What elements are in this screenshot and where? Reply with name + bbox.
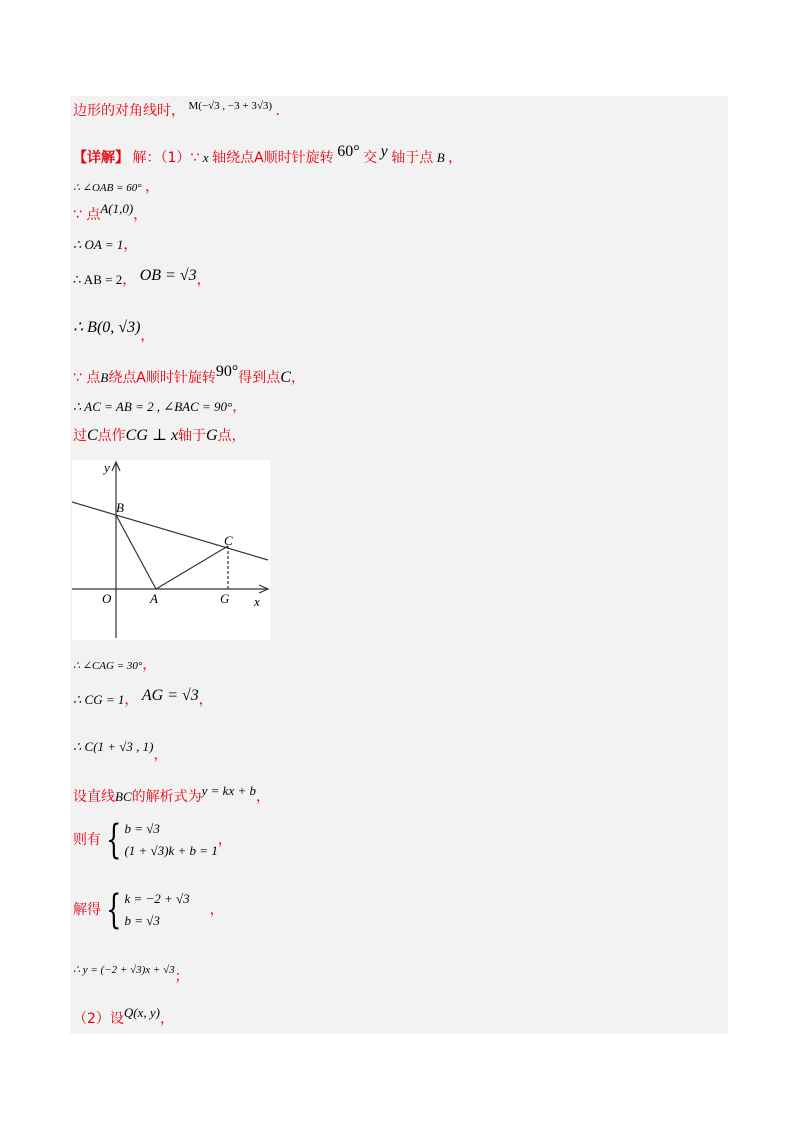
label-b: B <box>116 500 124 515</box>
line-bc-name: BC <box>115 789 132 804</box>
line-final-equation <box>73 962 189 985</box>
because-point: ∵ 点 <box>73 207 101 223</box>
solution-b: b = √3 <box>124 913 160 928</box>
comma: ， <box>209 902 224 918</box>
period: . <box>275 103 280 119</box>
final-equation: ∴ y = (−2 + √3)x + √3 <box>73 964 175 976</box>
angle-cag-formula: ∴ ∠CAG = 30° <box>73 660 143 672</box>
point-c-coord: ∴ C(1 + √3 , 1) <box>73 739 154 754</box>
label-o: O <box>102 591 112 606</box>
ac-angle-formula: ∴ AC = AB = 2 , ∠BAC = 90° <box>73 399 233 414</box>
through-text: 过 <box>73 428 87 444</box>
line-set-bc <box>73 783 270 805</box>
line-ab-ob <box>73 267 211 288</box>
line-oa <box>73 238 137 253</box>
label-c: C <box>224 533 233 548</box>
axis-at-text: 轴于 <box>178 428 207 444</box>
solution-system <box>124 888 189 932</box>
line-perpendicular <box>73 428 246 444</box>
comma: ， <box>290 370 305 386</box>
angle-oab-formula: ∴ ∠OAB = 60° <box>73 182 142 194</box>
comma: ， <box>448 150 463 166</box>
angle-60: 60° <box>337 143 360 160</box>
left-brace: { <box>106 887 122 933</box>
get-point-text: 得到点 <box>238 370 281 386</box>
oa-formula: ∴ OA = 1 <box>73 237 124 252</box>
comma: ， <box>198 692 213 708</box>
line-bc <box>72 502 268 560</box>
axis-point-text: 轴于点 <box>391 150 434 166</box>
rotate-text: 绕点A顺时针旋转 <box>108 370 216 386</box>
comma: ， <box>133 207 148 223</box>
line-diagonal-case <box>73 100 280 119</box>
left-brace: { <box>106 817 122 863</box>
cg-formula: ∴ CG = 1 <box>73 692 125 707</box>
then-text: 则有 <box>73 832 101 848</box>
point-c: C <box>87 427 98 444</box>
comma: ， <box>160 1011 175 1027</box>
line-solve <box>73 888 224 932</box>
geometry-figure <box>72 460 270 640</box>
equation-1: b = √3 <box>124 821 160 836</box>
line-cg-ag <box>73 687 213 708</box>
line-detailed-solution <box>73 143 463 166</box>
label-x: x <box>254 594 260 609</box>
equation-2: (1 + √3)k + b = 1 <box>124 843 218 858</box>
line-point-b <box>73 319 155 344</box>
angle-90: 90° <box>215 363 239 380</box>
point-b: B <box>436 150 445 165</box>
line-point-a <box>73 201 148 223</box>
line-angle-oab <box>73 180 159 195</box>
comma: ， <box>123 237 138 253</box>
point-text: 点， <box>217 428 246 444</box>
line-angle-cag <box>73 658 156 673</box>
rotate-text: 轴绕点A顺时针旋转 <box>212 150 334 166</box>
expression-text: 的解析式为 <box>131 789 202 805</box>
bc-expression: y = kx + b <box>201 783 256 798</box>
point-c: C <box>280 369 291 386</box>
point-a-coord: A(1,0) <box>100 201 134 216</box>
comma: ， <box>153 747 168 763</box>
point-q-coord: Q(x, y) <box>123 1005 161 1020</box>
point-g: G <box>206 427 218 444</box>
because-point: ∵ 点 <box>73 370 101 386</box>
comma: ， <box>217 832 232 848</box>
comma: ， <box>124 692 139 708</box>
point-m-formula: M(−√3 , −3 + 3√3) <box>188 100 273 112</box>
draw-text: 点作 <box>97 428 126 444</box>
set-line-text: 设直线 <box>73 789 115 805</box>
comma: ， <box>145 179 160 195</box>
solve-text: 解得 <box>73 902 101 918</box>
cg-perp-formula: CG ⊥ x <box>125 427 179 444</box>
label-g: G <box>220 591 230 606</box>
var-y: y <box>380 143 388 160</box>
comma: ， <box>232 399 247 415</box>
part1-label: 解：（1）∵ <box>132 150 200 166</box>
part2-label: （2）设 <box>73 1011 124 1027</box>
line-ac-ab <box>73 400 246 415</box>
solution-tag: 【详解】 <box>73 150 129 166</box>
segment-ab <box>116 515 156 589</box>
comma: ， <box>140 328 155 344</box>
comma: ， <box>255 789 270 805</box>
ob-formula: OB = √3 <box>139 267 197 284</box>
line-part2 <box>73 1005 175 1027</box>
label-y: y <box>104 460 110 475</box>
point-b: B <box>100 370 109 385</box>
line-system <box>73 818 232 862</box>
coordinate-diagram <box>72 460 270 640</box>
comma: ， <box>142 657 157 673</box>
solution-k: k = −2 + √3 <box>124 891 190 906</box>
comma: ， <box>122 272 137 288</box>
equation-system <box>124 818 217 862</box>
line-rotate-90 <box>73 363 305 386</box>
label-a: A <box>150 591 158 606</box>
semicolon: ； <box>174 969 189 985</box>
point-b-coord: ∴ B(0, √3) <box>73 319 141 336</box>
ab-formula: ∴ AB = 2 <box>73 272 123 287</box>
var-x: x <box>202 150 209 165</box>
intersect-text: 交 <box>363 150 378 166</box>
comma: ， <box>196 272 211 288</box>
segment-ac <box>156 546 228 589</box>
line-point-c <box>73 739 168 763</box>
diagonal-text: 边形的对角线时， <box>73 103 185 119</box>
ag-formula: AG = √3 <box>141 687 199 704</box>
